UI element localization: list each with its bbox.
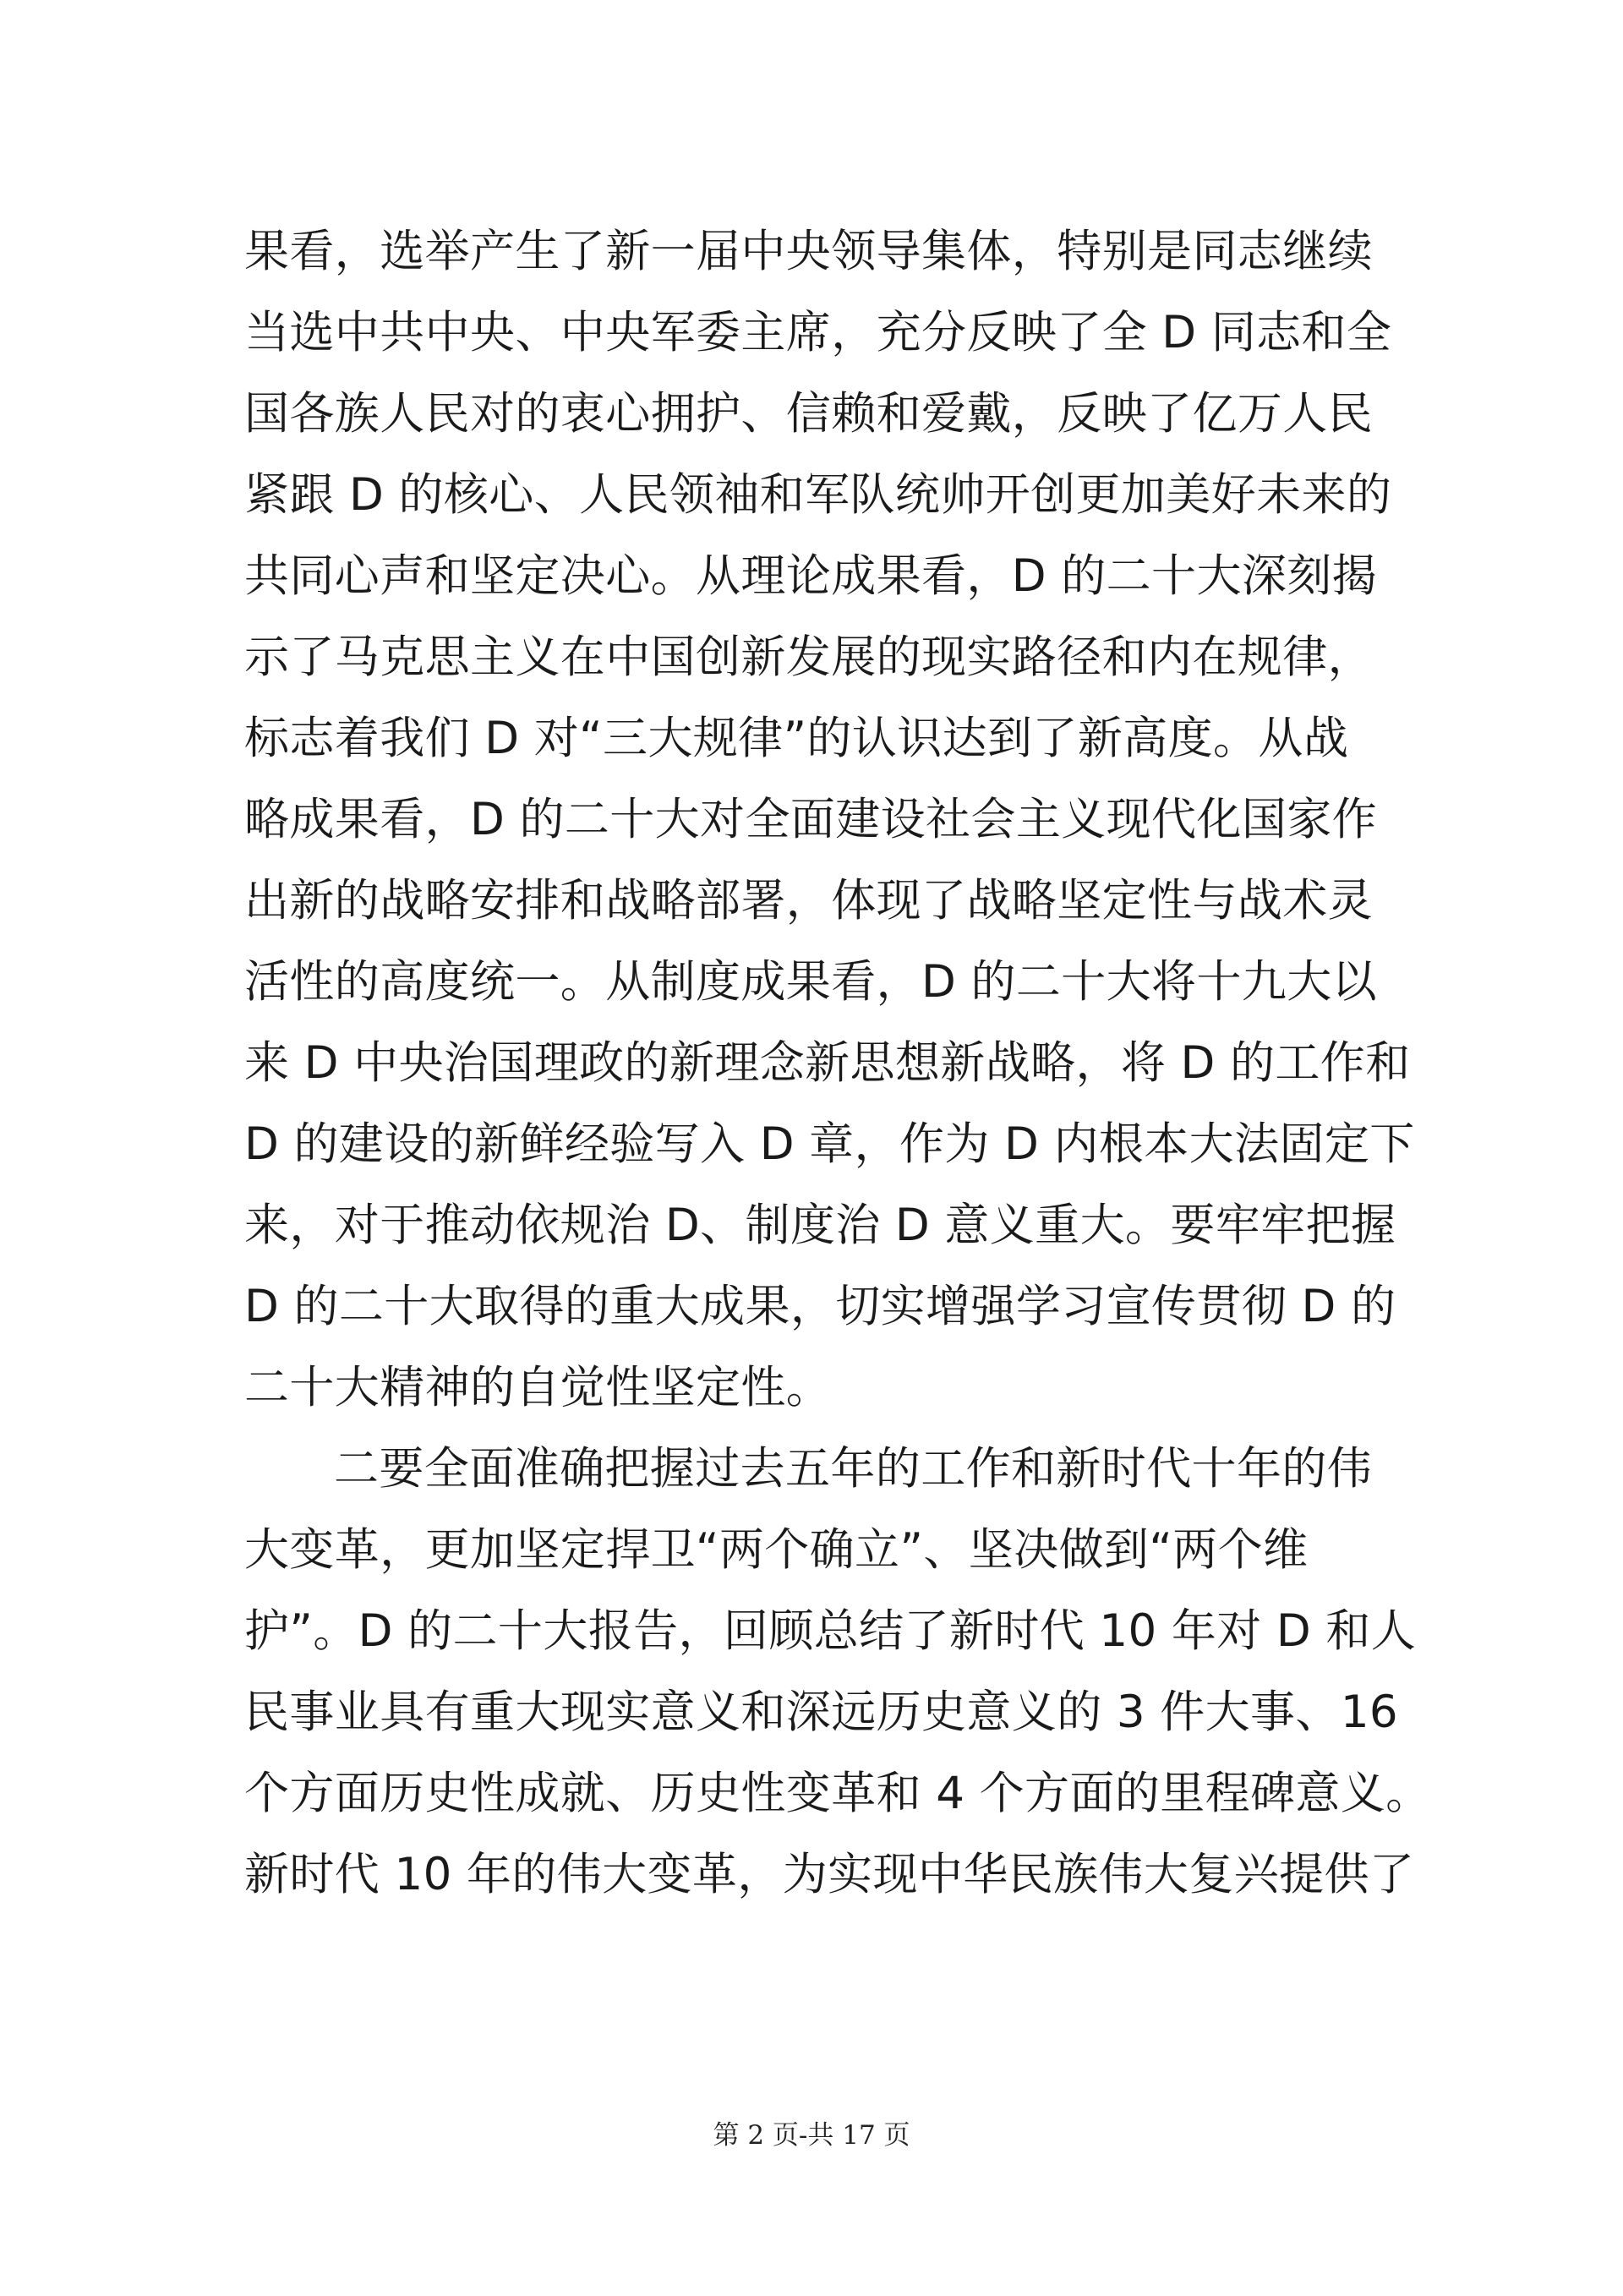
text-line: D 的二十大取得的重大成果，切实增强学习宣传贯彻 D 的: [244, 1281, 1396, 1332]
text-line: 大变革，更加坚定捍卫“两个确立”、坚决做到“两个维: [244, 1524, 1309, 1576]
text-line: 护”。D 的二十大报告，回顾总结了新时代 10 年对 D 和人: [244, 1605, 1417, 1657]
text-line: 新时代 10 年的伟大变革，为实现中华民族伟大复兴提供了: [244, 1849, 1415, 1900]
page-number: 第 2 页-共 17 页: [713, 2120, 910, 2151]
text-line: 国各族人民对的衷心拥护、信赖和爱戴，反映了亿万人民: [244, 388, 1373, 440]
page-footer: [0, 2113, 1623, 2151]
text-line: 二十大精神的自觉性坚定性。: [244, 1362, 832, 1413]
paragraph-start-line: 二要全面准确把握过去五年的工作和新时代十年的伟: [334, 1443, 1373, 1495]
text-line: 标志着我们 D 对“三大规律”的认识达到了新高度。从战: [244, 713, 1349, 764]
text-line: 出新的战略安排和战略部署，体现了战略坚定性与战术灵: [244, 875, 1373, 927]
text-line: 民事业具有重大现实意义和深远历史意义的 3 件大事、16: [244, 1686, 1399, 1738]
text-line: 来 D 中央治国理政的新理念新思想新战略，将 D 的工作和: [244, 1037, 1411, 1089]
text-line: 活性的高度统一。从制度成果看，D 的二十大将十九大以: [244, 956, 1378, 1008]
text-line: 果看，选举产生了新一届中央领导集体，特别是同志继续: [244, 226, 1373, 277]
body-text: [244, 211, 1431, 1916]
text-line: 来，对于推动依规治 D、制度治 D 意义重大。要牢牢把握: [244, 1200, 1396, 1251]
text-line: D 的建设的新鲜经验写入 D 章，作为 D 内根本大法固定下: [244, 1118, 1415, 1170]
text-line: 示了马克思主义在中国创新发展的现实路径和内在规律，: [244, 631, 1373, 683]
text-line: 共同心声和坚定决心。从理论成果看，D 的二十大深刻揭: [244, 550, 1378, 602]
text-line: 个方面历史性成就、历史性变革和 4 个方面的里程碑意义。: [244, 1768, 1431, 1819]
text-line: 当选中共中央、中央军委主席，充分反映了全 D 同志和全: [244, 307, 1392, 358]
text-line: 紧跟 D 的核心、人民领袖和军队统帅开创更加美好未来的: [244, 469, 1392, 521]
text-line: 略成果看，D 的二十大对全面建设社会主义现代化国家作: [244, 794, 1378, 845]
